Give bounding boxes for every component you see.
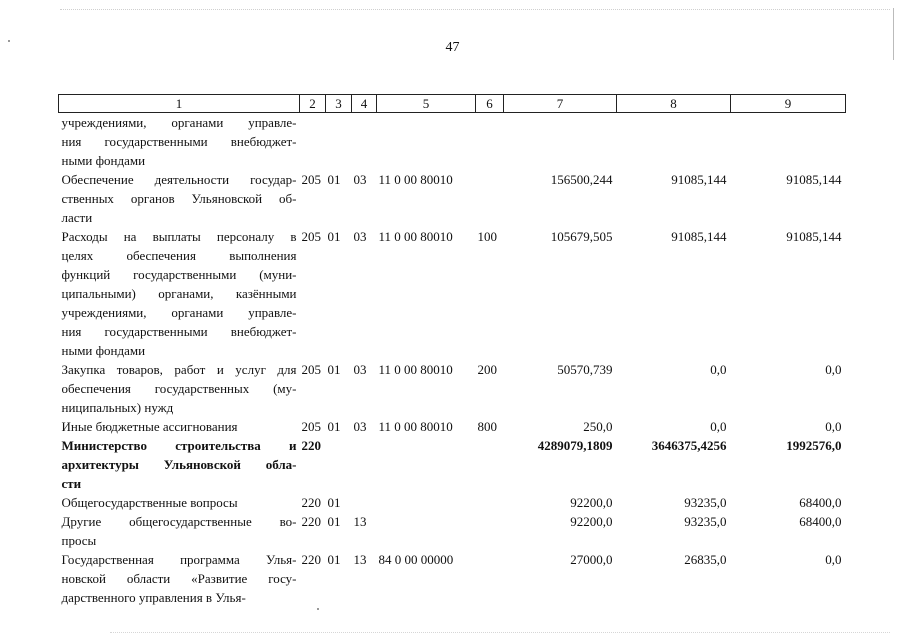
item-name-cell bbox=[59, 170, 300, 227]
subsection-code-cell bbox=[352, 493, 377, 512]
subsection-code-cell: 03 bbox=[353, 419, 367, 434]
page-number: 47 bbox=[445, 40, 460, 55]
item-name-line: Государственная программа Улья- bbox=[61, 552, 297, 567]
expense-type-cell bbox=[476, 493, 504, 512]
table-row bbox=[59, 170, 846, 227]
amount-col8-cell: 26835,0 bbox=[684, 552, 727, 567]
target-article-cell bbox=[377, 436, 476, 493]
amount-col9-cell bbox=[731, 113, 846, 171]
item-name-cell bbox=[59, 493, 300, 512]
table-row bbox=[59, 550, 846, 607]
table-row bbox=[59, 417, 846, 436]
item-name-line: учреждениями, органами управле- bbox=[61, 305, 297, 320]
item-name-line: Министерство строительства и bbox=[61, 438, 297, 453]
table-row bbox=[59, 227, 846, 360]
target-article-cell bbox=[377, 113, 476, 171]
item-name-line: сти bbox=[61, 476, 82, 491]
expense-type-cell: 200 bbox=[477, 362, 497, 377]
target-article-cell bbox=[377, 512, 476, 550]
section-code-cell: 01 bbox=[327, 514, 341, 529]
item-name-line: Расходы на выплаты персоналу в bbox=[61, 229, 297, 244]
subsection-code-cell: 13 bbox=[353, 552, 367, 567]
item-name-cell bbox=[59, 512, 300, 550]
admin-code-cell: 205 bbox=[301, 419, 321, 434]
amount-col9-cell: 68400,0 bbox=[799, 514, 842, 529]
amount-col7-cell: 92200,0 bbox=[570, 495, 613, 510]
amount-col7-cell: 27000,0 bbox=[570, 552, 613, 567]
target-article-cell: 11 0 00 80010 bbox=[378, 229, 453, 244]
item-name-line: функций государственными (муни- bbox=[61, 267, 297, 282]
item-name-line: ния государственными внебюджет- bbox=[61, 324, 297, 339]
amount-col7-cell: 156500,244 bbox=[550, 172, 613, 187]
target-article-cell: 11 0 00 80010 bbox=[378, 419, 453, 434]
item-name-line: архитектуры Ульяновской обла- bbox=[61, 457, 297, 472]
subsection-code-cell: 03 bbox=[353, 362, 367, 377]
budget-table bbox=[58, 94, 846, 607]
amount-col8-cell: 0,0 bbox=[710, 419, 727, 434]
admin-code-cell: 205 bbox=[301, 362, 321, 377]
item-name-cell bbox=[59, 417, 300, 436]
item-name-line: Общегосударственные вопросы bbox=[61, 495, 238, 510]
item-name-cell bbox=[59, 436, 300, 493]
amount-col7-cell: 105679,505 bbox=[550, 229, 613, 244]
section-code-cell: 01 bbox=[327, 495, 341, 510]
table-row bbox=[59, 360, 846, 417]
item-name-line: ственных органов Ульяновской об- bbox=[61, 191, 297, 206]
scan-artifact-bottom bbox=[110, 632, 890, 634]
item-name-line: целях обеспечения выполнения bbox=[61, 248, 297, 263]
amount-col8-cell: 93235,0 bbox=[684, 514, 727, 529]
table-header-row bbox=[59, 95, 846, 113]
expense-type-cell bbox=[476, 170, 504, 227]
item-name-line: просы bbox=[61, 533, 97, 548]
subsection-code-cell: 13 bbox=[353, 514, 367, 529]
table-row bbox=[59, 493, 846, 512]
item-name-line: ласти bbox=[61, 210, 93, 225]
item-name-line: Другие общегосударственные во- bbox=[61, 514, 297, 529]
amount-col7-cell: 4289079,1809 bbox=[537, 438, 613, 453]
header-cell-3: 3 bbox=[326, 95, 352, 113]
expense-type-cell bbox=[476, 436, 504, 493]
amount-col8-cell: 91085,144 bbox=[671, 229, 727, 244]
subsection-code-cell: 03 bbox=[353, 229, 367, 244]
amount-col7-cell: 250,0 bbox=[583, 419, 613, 434]
amount-col9-cell: 91085,144 bbox=[786, 172, 842, 187]
amount-col9-cell: 1992576,0 bbox=[786, 438, 842, 453]
item-name-line: обеспечения государственных (му- bbox=[61, 381, 297, 396]
amount-col8-cell: 3646375,4256 bbox=[651, 438, 727, 453]
table-row bbox=[59, 113, 846, 171]
header-cell-8: 8 bbox=[617, 95, 731, 113]
admin-code-cell bbox=[300, 113, 326, 171]
expense-type-cell: 800 bbox=[477, 419, 497, 434]
admin-code-cell: 220 bbox=[301, 438, 321, 453]
item-name-cell bbox=[59, 113, 300, 171]
section-code-cell: 01 bbox=[327, 172, 341, 187]
expense-type-cell bbox=[476, 550, 504, 607]
amount-col9-cell: 0,0 bbox=[825, 362, 842, 377]
item-name-line: ния государственными внебюджет- bbox=[61, 134, 297, 149]
table-row bbox=[59, 436, 846, 493]
item-name-line: дарственного управления в Улья- bbox=[61, 590, 246, 605]
subsection-code-cell bbox=[352, 436, 377, 493]
amount-col9-cell: 0,0 bbox=[825, 552, 842, 567]
item-name-cell bbox=[59, 227, 300, 360]
admin-code-cell: 220 bbox=[301, 495, 321, 510]
section-code-cell: 01 bbox=[327, 229, 341, 244]
header-cell-4: 4 bbox=[352, 95, 377, 113]
target-article-cell: 11 0 00 80010 bbox=[378, 172, 453, 187]
admin-code-cell: 220 bbox=[301, 552, 321, 567]
section-code-cell: 01 bbox=[327, 552, 341, 567]
expense-type-cell: 100 bbox=[477, 229, 497, 244]
item-name-line: ными фондами bbox=[61, 153, 146, 168]
section-code-cell: 01 bbox=[327, 419, 341, 434]
item-name-line: ниципальных) нужд bbox=[61, 400, 174, 415]
table-row bbox=[59, 512, 846, 550]
header-cell-5: 5 bbox=[377, 95, 476, 113]
subsection-code-cell: 03 bbox=[353, 172, 367, 187]
amount-col9-cell: 0,0 bbox=[825, 419, 842, 434]
target-article-cell bbox=[377, 493, 476, 512]
header-cell-1: 1 bbox=[59, 95, 300, 113]
amount-col9-cell: 68400,0 bbox=[799, 495, 842, 510]
admin-code-cell: 205 bbox=[301, 229, 321, 244]
item-name-line: Обеспечение деятельности государ- bbox=[61, 172, 297, 187]
item-name-line: учреждениями, органами управле- bbox=[61, 115, 297, 130]
section-code-cell: 01 bbox=[327, 362, 341, 377]
target-article-cell: 11 0 00 80010 bbox=[378, 362, 453, 377]
amount-col8-cell: 91085,144 bbox=[671, 172, 727, 187]
amount-col8-cell bbox=[617, 113, 731, 171]
section-code-cell bbox=[326, 113, 352, 171]
amount-col7-cell: 92200,0 bbox=[570, 514, 613, 529]
expense-type-cell bbox=[476, 113, 504, 171]
header-cell-9: 9 bbox=[731, 95, 846, 113]
amount-col8-cell: 0,0 bbox=[710, 362, 727, 377]
scan-artifact-top bbox=[60, 9, 890, 11]
amount-col9-cell: 91085,144 bbox=[786, 229, 842, 244]
header-cell-2: 2 bbox=[300, 95, 326, 113]
item-name-line: Иные бюджетные ассигнования bbox=[61, 419, 238, 434]
item-name-cell bbox=[59, 360, 300, 417]
admin-code-cell: 205 bbox=[301, 172, 321, 187]
header-cell-6: 6 bbox=[476, 95, 504, 113]
target-article-cell: 84 0 00 00000 bbox=[378, 552, 454, 567]
item-name-line: ципальными) органами, казёнными bbox=[61, 286, 297, 301]
amount-col7-cell bbox=[504, 113, 617, 171]
amount-col7-cell: 50570,739 bbox=[557, 362, 613, 377]
section-code-cell bbox=[326, 436, 352, 493]
item-name-cell bbox=[59, 550, 300, 607]
admin-code-cell: 220 bbox=[301, 514, 321, 529]
expense-type-cell bbox=[476, 512, 504, 550]
header-cell-7: 7 bbox=[504, 95, 617, 113]
item-name-line: ными фондами bbox=[61, 343, 146, 358]
subsection-code-cell bbox=[352, 113, 377, 171]
scan-speck bbox=[317, 608, 319, 610]
amount-col8-cell: 93235,0 bbox=[684, 495, 727, 510]
item-name-line: новской области «Развитие госу- bbox=[61, 571, 297, 586]
item-name-line: Закупка товаров, работ и услуг для bbox=[61, 362, 297, 377]
